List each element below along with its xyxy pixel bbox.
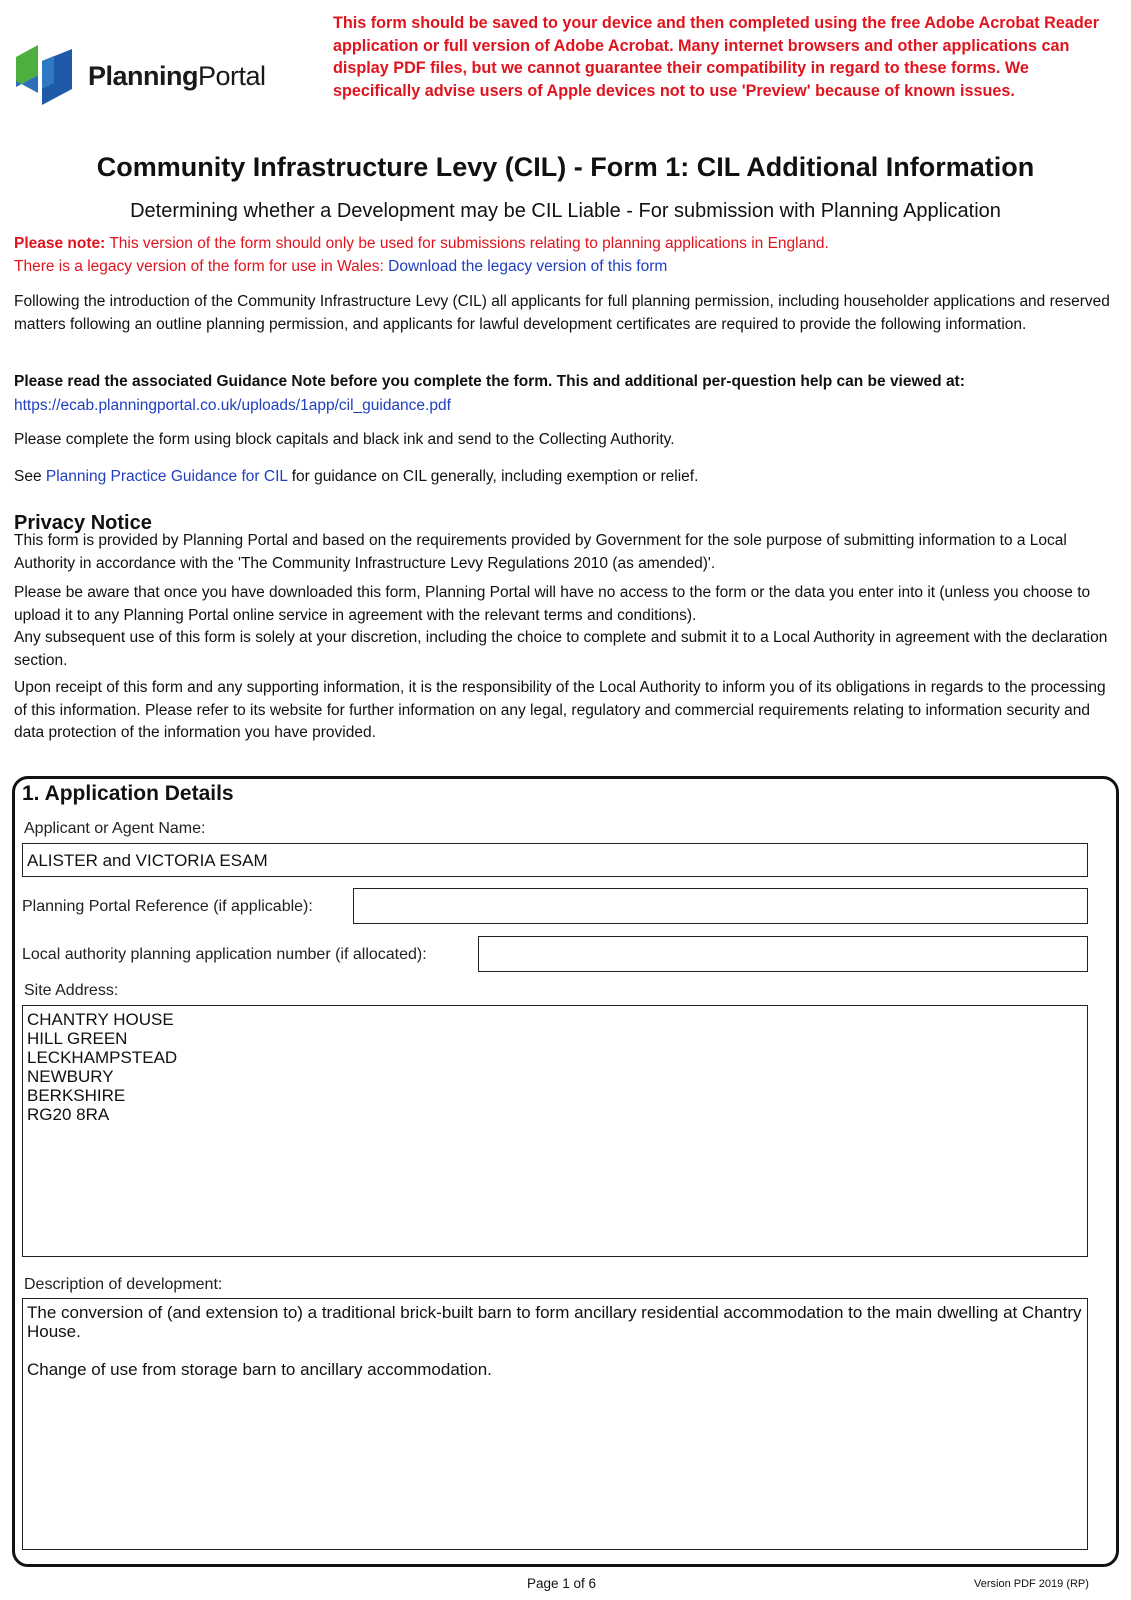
la-number-field[interactable]	[478, 936, 1088, 972]
site-address-field[interactable]: CHANTRY HOUSE HILL GREEN LECKHAMPSTEAD NEWBURY BERKSHIRE RG20 8RA	[22, 1005, 1088, 1257]
note-wales: There is a legacy version of the form for use in Wales: Download the legacy version of this form	[14, 258, 668, 275]
page-subtitle: Determining whether a Development may be CIL Liable - For submission with Planning Application	[130, 200, 1001, 222]
guidance-link[interactable]: https://ecab.planningportal.co.uk/uploads/1app/cil_guidance.pdf	[14, 397, 451, 414]
logo-mark-icon	[14, 43, 76, 109]
intro-text: Following the introduction of the Community Infrastructure Levy (CIL) all applicants for full planning permission, including householder applications and reserved matters following an outline planning permission, and applicants for lawful development certificates are required to provide the following information.	[14, 293, 1110, 333]
privacy-p2: Please be aware that once you have downloaded this form, Planning Portal will have no access to the form or the data you enter into it (unless you choose to upload it to any Planning Portal online service in agreement with the relevant terms and conditions).	[14, 584, 1091, 624]
privacy-p4: Upon receipt of this form and any supporting information, it is the responsibility of the Local Authority to inform you of its obligations in regards to the processing of this information. Please refer to its website for further information on any legal, regulatory and commercial requirements relating to information security and data protection of the information you have provided.	[14, 679, 1106, 741]
site-address-label: Site Address:	[24, 982, 119, 999]
planning-portal-logo	[14, 40, 274, 112]
la-number-label: Local authority planning application number (if allocated):	[22, 946, 427, 963]
privacy-p1: This form is provided by Planning Portal and based on the requirements provided by Government for the sole purpose of submitting information to a Local Authority in accordance with the 'The Community Infrastructure Levy Regulations 2010 (as amended)'.	[14, 532, 1067, 572]
description-label: Description of development:	[24, 1276, 223, 1293]
pp-reference-label: Planning Portal Reference (if applicable):	[22, 898, 313, 915]
privacy-heading: Privacy Notice	[14, 512, 152, 534]
block-capitals-text: Please complete the form using block capitals and black ink and send to the Collecting Authority.	[14, 431, 675, 448]
applicant-name-field[interactable]: ALISTER and VICTORIA ESAM	[22, 843, 1088, 877]
note-england: Please note: This version of the form should only be used for submissions relating to planning applications in England.	[14, 235, 829, 252]
legacy-form-link[interactable]: Download the legacy version of this form	[388, 258, 668, 275]
cil-guidance-link[interactable]: Planning Practice Guidance for CIL	[45, 468, 288, 485]
description-field[interactable]: The conversion of (and extension to) a traditional brick-built barn to form ancillary residential accommodation to the main dwelling at Chantry House. Change of use from storage barn to ancillary accommodation.	[22, 1298, 1088, 1550]
guidance-text: Please read the associated Guidance Note before you complete the form. This and additional per-question help can be viewed at:	[14, 373, 965, 390]
page-title: Community Infrastructure Levy (CIL) - Form 1: CIL Additional Information	[96, 152, 1035, 182]
applicant-label: Applicant or Agent Name:	[24, 820, 206, 837]
page-number: Page 1 of 6	[527, 1576, 597, 1591]
section-title: 1. Application Details	[22, 782, 234, 805]
version-label: Version PDF 2019 (RP)	[974, 1578, 1089, 1590]
compatibility-warning: This form should be saved to your device and then completed using the free Adobe Acrobat Reader application or full version of Adobe Acrobat. Many internet browsers and other applications can display PDF files, but we cannot guarantee their compatibility in regard to these forms. We specifically advise users of Apple devices not to use 'Preview' because of known issues.	[333, 14, 1100, 100]
logo-text: PlanningPortal	[88, 60, 266, 91]
privacy-p3: Any subsequent use of this form is solely at your discretion, including the choice to complete and submit it to a Local Authority in agreement with the declaration section.	[14, 629, 1108, 669]
pp-reference-field[interactable]	[353, 888, 1088, 924]
see-guidance-text: See Planning Practice Guidance for CIL for guidance on CIL generally, including exemption or relief.	[14, 468, 699, 485]
